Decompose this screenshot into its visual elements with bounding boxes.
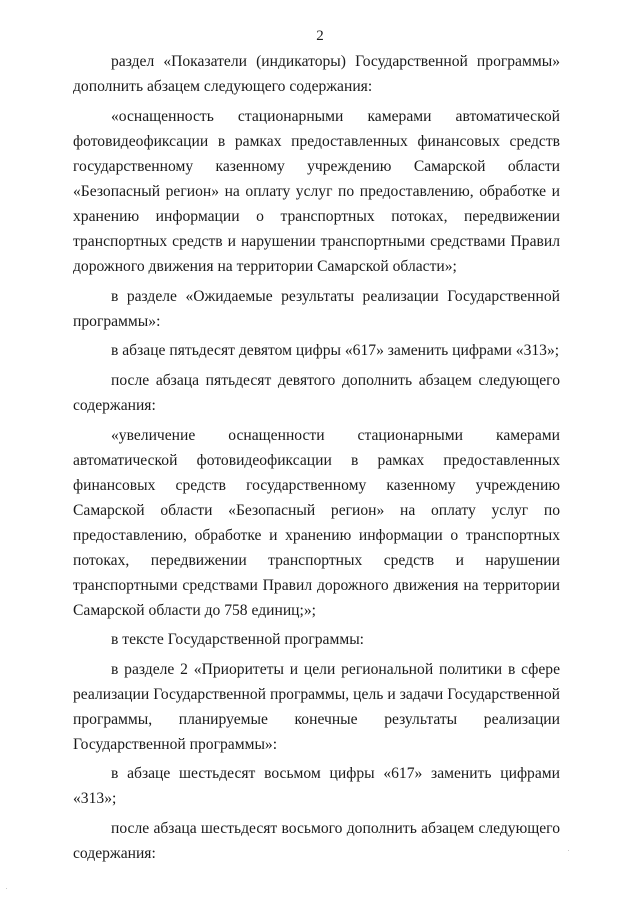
paragraph-after-68: после абзаца шестьдесят восьмого дополнить абзацем следующего содержания: bbox=[73, 819, 560, 862]
paragraph-expected-results: в разделе «Ожидаемые результаты реализации Государственной программы»: bbox=[73, 287, 560, 330]
paragraph-quoted-indicator: «оснащенность стационарными камерами автоматической фотовидеофиксации в рамках предоставленных финансовых средств государственному казенному учреждению Самарской области «Безопасный регион» на оплату услуг по предоставлению, обработке и хранению информации о транспортных потоках, передвижении транспортных средств и нарушении транспортными средствами Правил дорожного движения на территории Самарской области»; bbox=[73, 108, 560, 275]
page-number: 2 bbox=[316, 28, 324, 44]
document-body bbox=[73, 49, 560, 870]
paragraph-quoted-result: «увеличение оснащенности стационарными камерами автоматической фотовидеофиксации в рамках предоставленных финансовых средств государственному казенному учреждению Самарской области «Безопасный регион» на оплату услуг по предоставлению, обработке и хранению информации о транспортных потоках, передвижении транспортных средств и нарушении транспортными средствами Правил дорожного движения на территории Самарской области до 758 единиц;»; bbox=[73, 426, 560, 619]
paragraph-program-text: в тексте Государственной программы: bbox=[111, 631, 365, 648]
paragraph-replace-68: в абзаце шестьдесят восьмом цифры «617» заменить цифрами «313»; bbox=[73, 765, 560, 807]
paragraph-after-59: после абзаца пятьдесят девятого дополнить абзацем следующего содержания: bbox=[73, 371, 560, 414]
scan-speck bbox=[6, 888, 7, 889]
scan-speck bbox=[568, 850, 569, 851]
paragraph-section-indicators: раздел «Показатели (индикаторы) Государственной программы» дополнить абзацем следующего содержания: bbox=[73, 53, 560, 95]
paragraph-section-2: в разделе 2 «Приоритеты и цели региональной политики в сфере реализации Государственной программы, цель и задачи Государственной программы, планируемые конечные результаты реализации Государственной программы»: bbox=[73, 660, 560, 753]
paragraph-replace-59: в абзаце пятьдесят девятом цифры «617» заменить цифрами «313»; bbox=[111, 342, 560, 359]
